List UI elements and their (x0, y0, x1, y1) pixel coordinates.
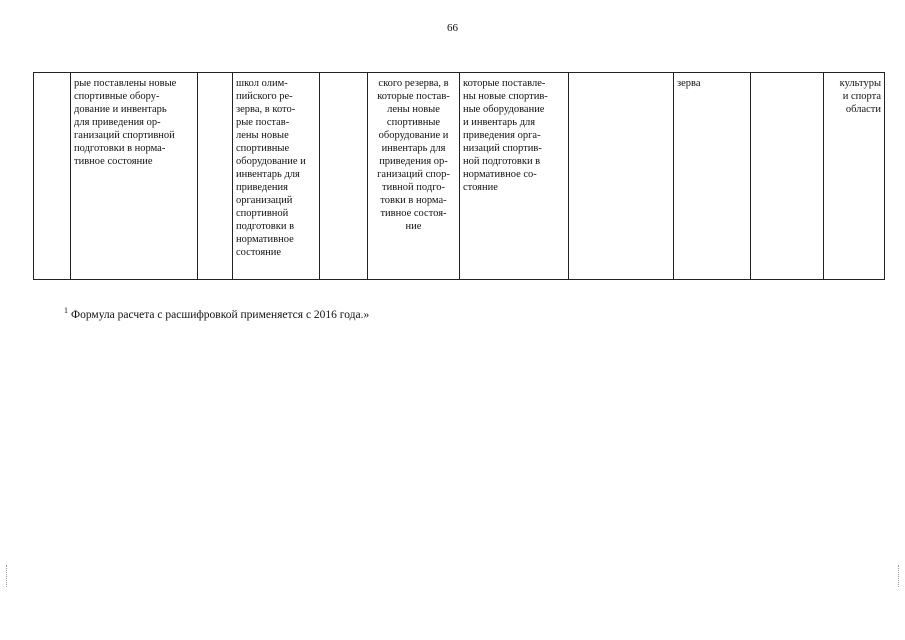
table-cell: ского резерва, в которые постав- лены новые спортивные оборудование и инвентарь для приведения ор- ганизаций спор- тивной подго- товки в норма- тивное состоя- ние (368, 73, 460, 280)
table-cell (569, 73, 674, 280)
footnote-text: Формула расчета с расшифровкой применяется с 2016 года.» (71, 309, 370, 321)
table-row (34, 73, 885, 280)
indicator-table (33, 72, 885, 280)
table-cell: культуры и спорта области (824, 73, 885, 280)
table-cell (34, 73, 71, 280)
scan-edge-mark (6, 565, 8, 587)
page-number: 66 (447, 22, 458, 34)
table-cell: которые поставле- ны новые спортив- ные оборудование и инвентарь для приведения орга- низаций спортив- ной подготовки в нормативное со- стояние (460, 73, 569, 280)
scan-edge-mark (898, 565, 900, 587)
table-cell: школ олим- пийского ре- зерва, в кото- рые постав- лены новые спортивные оборудование и инвентарь для приведения организаций спортивной подготовки в нормативное состояние (233, 73, 320, 280)
table-cell (751, 73, 824, 280)
footnote (64, 306, 369, 321)
table-cell: рые поставлены новые спортивные обору- дование и инвентарь для приведения ор- ганизаций спортивной подготовки в норма- тивное состояние (71, 73, 198, 280)
table-cell (198, 73, 233, 280)
table-cell: зерва (674, 73, 751, 280)
table-cell (320, 73, 368, 280)
footnote-marker: 1 (64, 306, 68, 315)
